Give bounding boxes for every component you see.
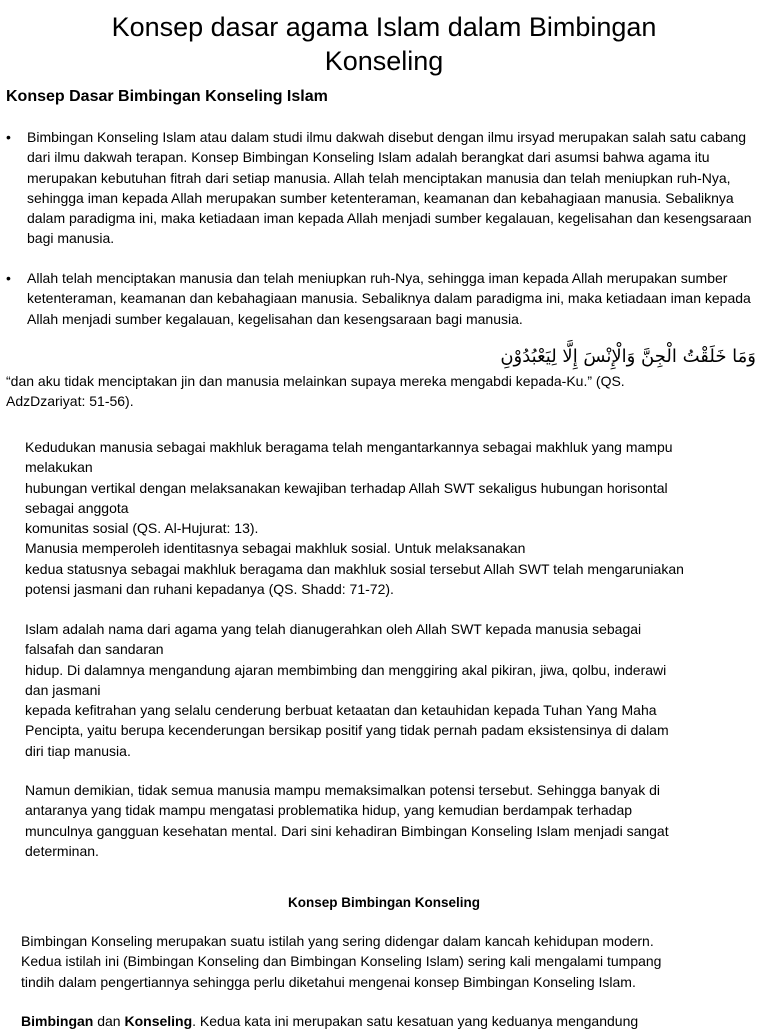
paragraph-line: sebagai anggota (25, 499, 129, 516)
paragraph-line: Kedudukan manusia sebagai makhluk beragama telah mengantarkannya sebagai makhluk yang mampu (25, 439, 673, 455)
paragraph-line: hidup. Di dalamnya mengandung ajaran membimbing dan menggiring akal pikiran, jiwa, qolbu, inderawi (25, 661, 667, 678)
paragraph-line: Namun demikian, tidak semua manusia mampu memaksimalkan potensi tersebut. Sehingga banyak di (25, 782, 660, 798)
title-line-1: Konsep dasar agama Islam dalam Bimbingan (111, 12, 657, 42)
bold-term: Bimbingan (21, 1013, 94, 1029)
paragraph-line: kedua statusnya sebagai makhluk beragama dan makhluk sosial tersebut Allah SWT telah mengaruniakan (25, 560, 684, 577)
section-heading: Konsep Dasar Bimbingan Konseling Islam (6, 88, 328, 105)
paragraph-3 (25, 780, 669, 861)
paragraph-line: tindih dalam pengertiannya sehingga perlu diketahui mengenai konsep Bimbingan Konseling Islam. (21, 973, 636, 990)
paragraph-line: hubungan vertikal dengan melaksanakan kewajiban terhadap Allah SWT sekaligus hubungan horisontal (25, 479, 668, 496)
paragraph-line: potensi jasmani dan ruhani kepadanya (QS. Shadd: 71-72). (25, 581, 394, 598)
paragraph-line: Islam adalah nama dari agama yang telah dianugerahkan oleh Allah SWT kepada manusia sebagai (25, 621, 642, 637)
paragraph-4 (21, 931, 661, 992)
arabic-verse: وَمَا خَلَقْتُ الْجِنَّ وَالْإِنْسَ إِلَّا لِيَعْبُدُوْنِ (500, 346, 756, 367)
paragraph-5 (21, 1011, 638, 1031)
paragraph-line: Kedua istilah ini (Bimbingan Konseling dan Bimbingan Konseling Islam) sering kali mengalami tumpang (21, 953, 662, 970)
quote-line-1: “dan aku tidak menciptakan jin dan manusia melainkan supaya mereka mengabdi kepada-Ku.” (QS. (6, 373, 625, 389)
inline-text: . Kedua kata ini merupakan satu kesatuan yang keduanya mengandung (192, 1013, 639, 1029)
inline-text: dan (93, 1013, 125, 1029)
paragraph-1 (25, 437, 684, 599)
bullet-text-1: Bimbingan Konseling Islam atau dalam studi ilmu dakwah disebut dengan ilmu irsyad merupakan salah satu cabang dari ilmu dakwah terapan. Konsep Bimbingan Konseling Islam adalah berangkat dari asumsi bahwa agama itu merupakan kebutuhan fitrah dari setiap manusia. Allah telah menciptakan manusia dan telah meniupkan ruh-Nya, sehingga iman kepada Allah merupakan sumber ketenteraman, keamanan dan kebahagiaan manusia. Sebaliknya dalam paradigma ini, maka ketiadaan iman kepada Allah menjadi sumber kegalauan, kegelisahan dan kesengsaraan bagi manusia. (27, 129, 752, 247)
paragraph-line: diri tiap manusia. (25, 742, 131, 759)
paragraph-line: dan jasmani (25, 681, 101, 698)
verse-translation (6, 371, 625, 412)
paragraph-line: komunitas sosial (QS. Al-Hujurat: 13). (25, 520, 259, 537)
paragraph-line: Bimbingan Konseling merupakan suatu istilah yang sering didengar dalam kancah kehidupan modern. (21, 933, 654, 949)
paragraph-line: Pencipta, yaitu berupa kecenderungan bersikap positif yang tidak pernah padam eksistensinya di dalam (25, 722, 669, 739)
paragraph-line: Manusia memperoleh identitasnya sebagai makhluk sosial. Untuk melaksanakan (25, 540, 526, 557)
paragraph-line: kepada kefitrahan yang selalu cenderung berbuat ketaatan dan ketauhidan kepada Tuhan Yang Maha (25, 702, 657, 719)
paragraph-line: munculnya gangguan kesehatan mental. Dari sini kehadiran Bimbingan Konseling Islam menjadi sangat (25, 822, 669, 839)
bullet-dot: • (6, 129, 11, 145)
paragraph-line: falsafah dan sandaran (25, 641, 164, 658)
title-line-2: Konseling (324, 46, 444, 76)
quote-line-2: AdzDzariyat: 51-56). (6, 393, 134, 410)
paragraph-line: determinan. (25, 842, 99, 859)
paragraph-2 (25, 619, 669, 761)
paragraph-line (21, 1011, 638, 1031)
bold-term: Konseling (124, 1013, 193, 1029)
paragraph-line: melakukan (25, 459, 93, 476)
subheading: Konsep Bimbingan Konseling (287, 895, 480, 910)
paragraph-line: antaranya yang tidak mampu mengatasi problematika hidup, yang kemudian berdampak terhadap (25, 802, 633, 819)
document-title (0, 10, 768, 78)
bullet-dot: • (6, 270, 11, 286)
bullet-text-2: Allah telah menciptakan manusia dan telah meniupkan ruh-Nya, sehingga iman kepada Allah merupakan sumber ketenteraman, keamanan dan kebahagiaan manusia. Sebaliknya dalam paradigma ini, maka ketiadaan iman kepada Allah menjadi sumber kegalauan, kegelisahan dan kesengsaraan bagi manusia. (27, 270, 751, 327)
